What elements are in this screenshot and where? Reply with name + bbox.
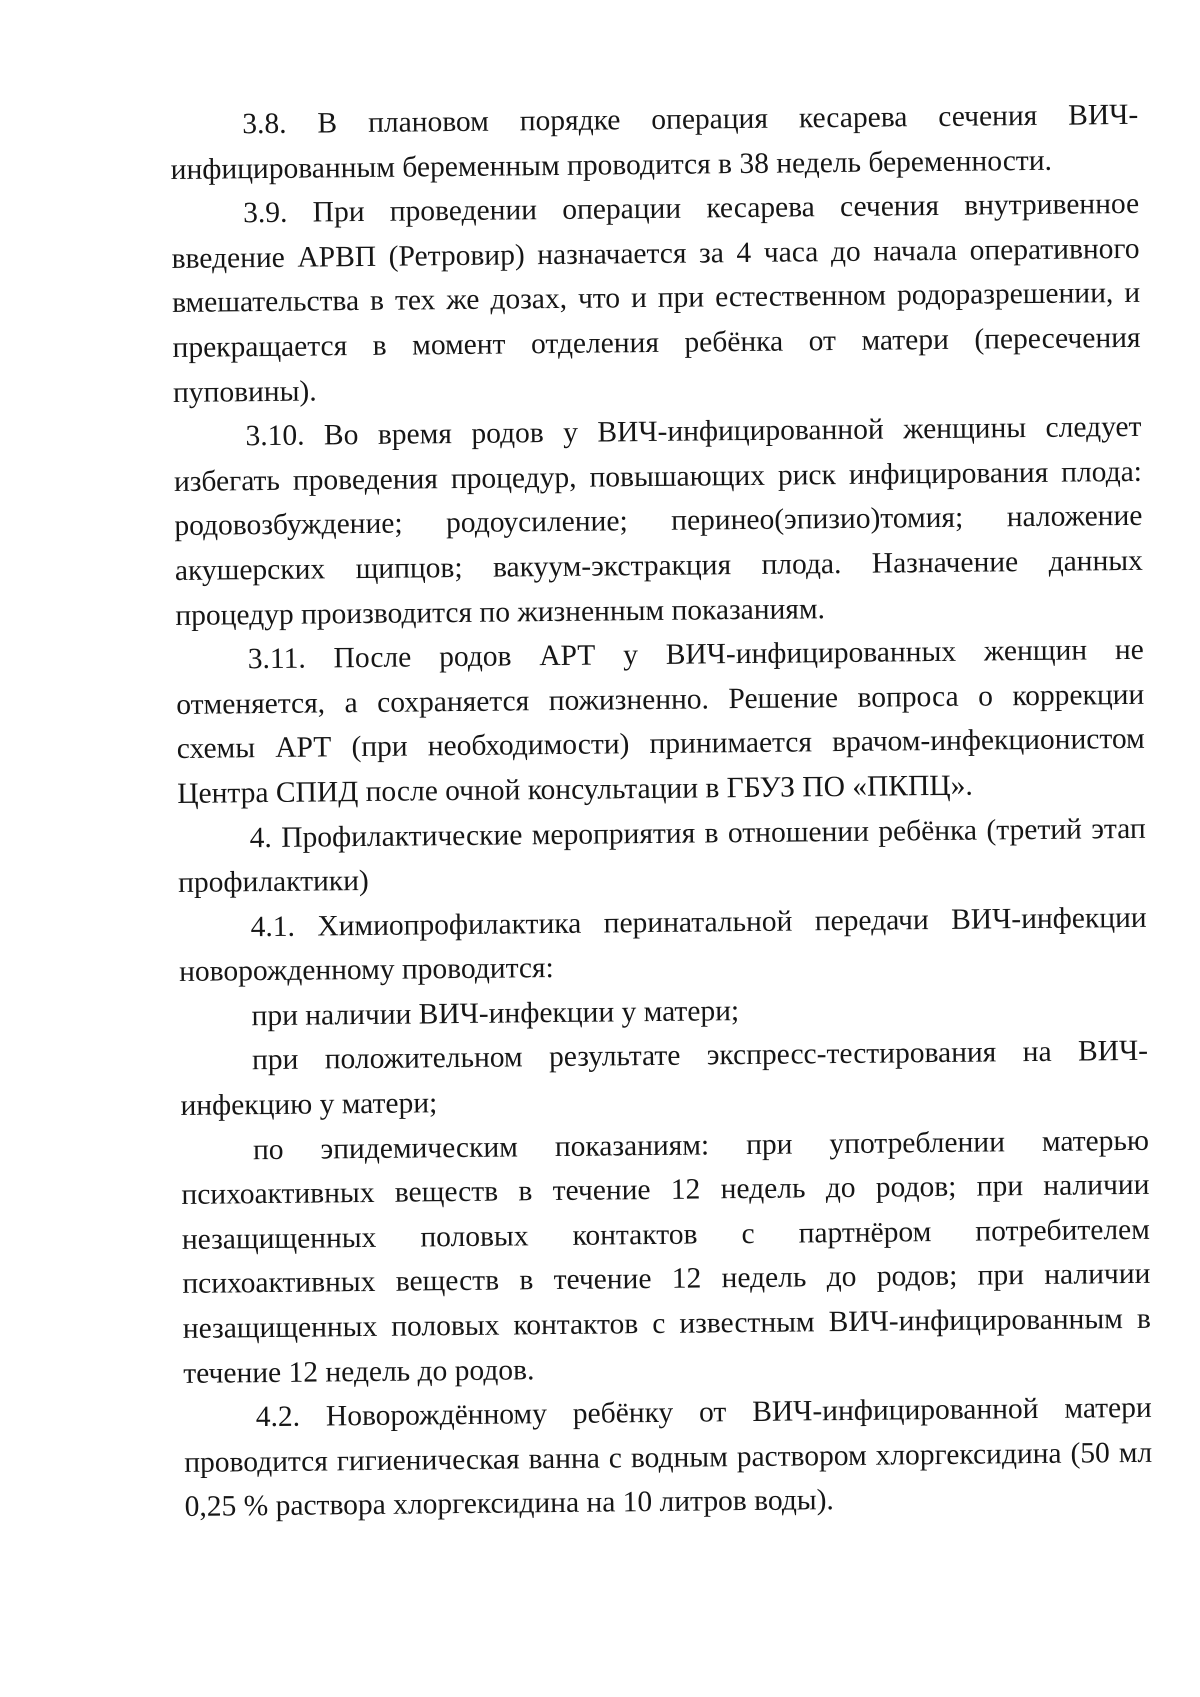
paragraph-4-2: 4.2. Новорождённому ребёнку от ВИЧ-инфицированной матери проводится гигиеническая ванна с водным раствором хлоргексидина (50 мл 0,25 % раствора хлоргексидина на 10 литров воды). <box>184 1392 1153 1524</box>
document-body <box>170 93 1153 1530</box>
section-4-heading: 4. Профилактические мероприятия в отношении ребёнка (третий этап профилактики) <box>178 812 1146 900</box>
paragraph-4-1: 4.1. Химиопрофилактика перинатальной передачи ВИЧ-инфекции новорожденному проводится: <box>178 901 1147 989</box>
paragraph-3-11: 3.11. После родов АРТ у ВИЧ-инфицированных женщин не отменяется, а сохраняется пожизненно. Решение вопроса о коррекции схемы АРТ (при необходимости) принимается врачом-инфекционистом Центра СПИД после очной консультации в ГБУЗ ПО «ПКПЦ». <box>176 633 1145 810</box>
paragraph-3-10: 3.10. Во время родов у ВИЧ-инфицированной женщины следует избегать проведения процедур, повышающих риск инфицирования плода: родовозбуждение; родоусиление; перинео(эпизио)томия; наложение акушерских щипцов; вакуум-экстракция плода. Назначение данных процедур производится по жизненным показаниям. <box>173 411 1144 632</box>
paragraph-3-9: 3.9. При проведении операции кесарева сечения внутривенное введение АРВП (Ретровир) назначается за 4 часа до начала оперативного вмешательства в тех же дозах, что и при естественном родоразрешении, и прекращается в момент отделения ребёнка от матери (пересечения пуповины). <box>171 188 1141 409</box>
list-item-epidemic-indications: по эпидемическим показаниям: при употреблении матерью психоактивных веществ в течение 12 недель до родов; при наличии незащищенных половых контактов с партнёром потребителем психоактивных веществ в течение 12 недель до родов; при наличии незащищенных половых контактов с известным ВИЧ-инфицированным в течение 12 недель до родов. <box>181 1124 1151 1390</box>
list-item-express-test: при положительном результате экспресс-тестирования на ВИЧ-инфекцию у матери; <box>180 1035 1149 1123</box>
paragraph-3-8: 3.8. В плановом порядке операция кесарева сечения ВИЧ-инфицированным беременным проводится в 38 недель беременности. <box>170 98 1139 186</box>
list-item-hiv-mother: при наличии ВИЧ-инфекции у матери; <box>251 994 740 1033</box>
